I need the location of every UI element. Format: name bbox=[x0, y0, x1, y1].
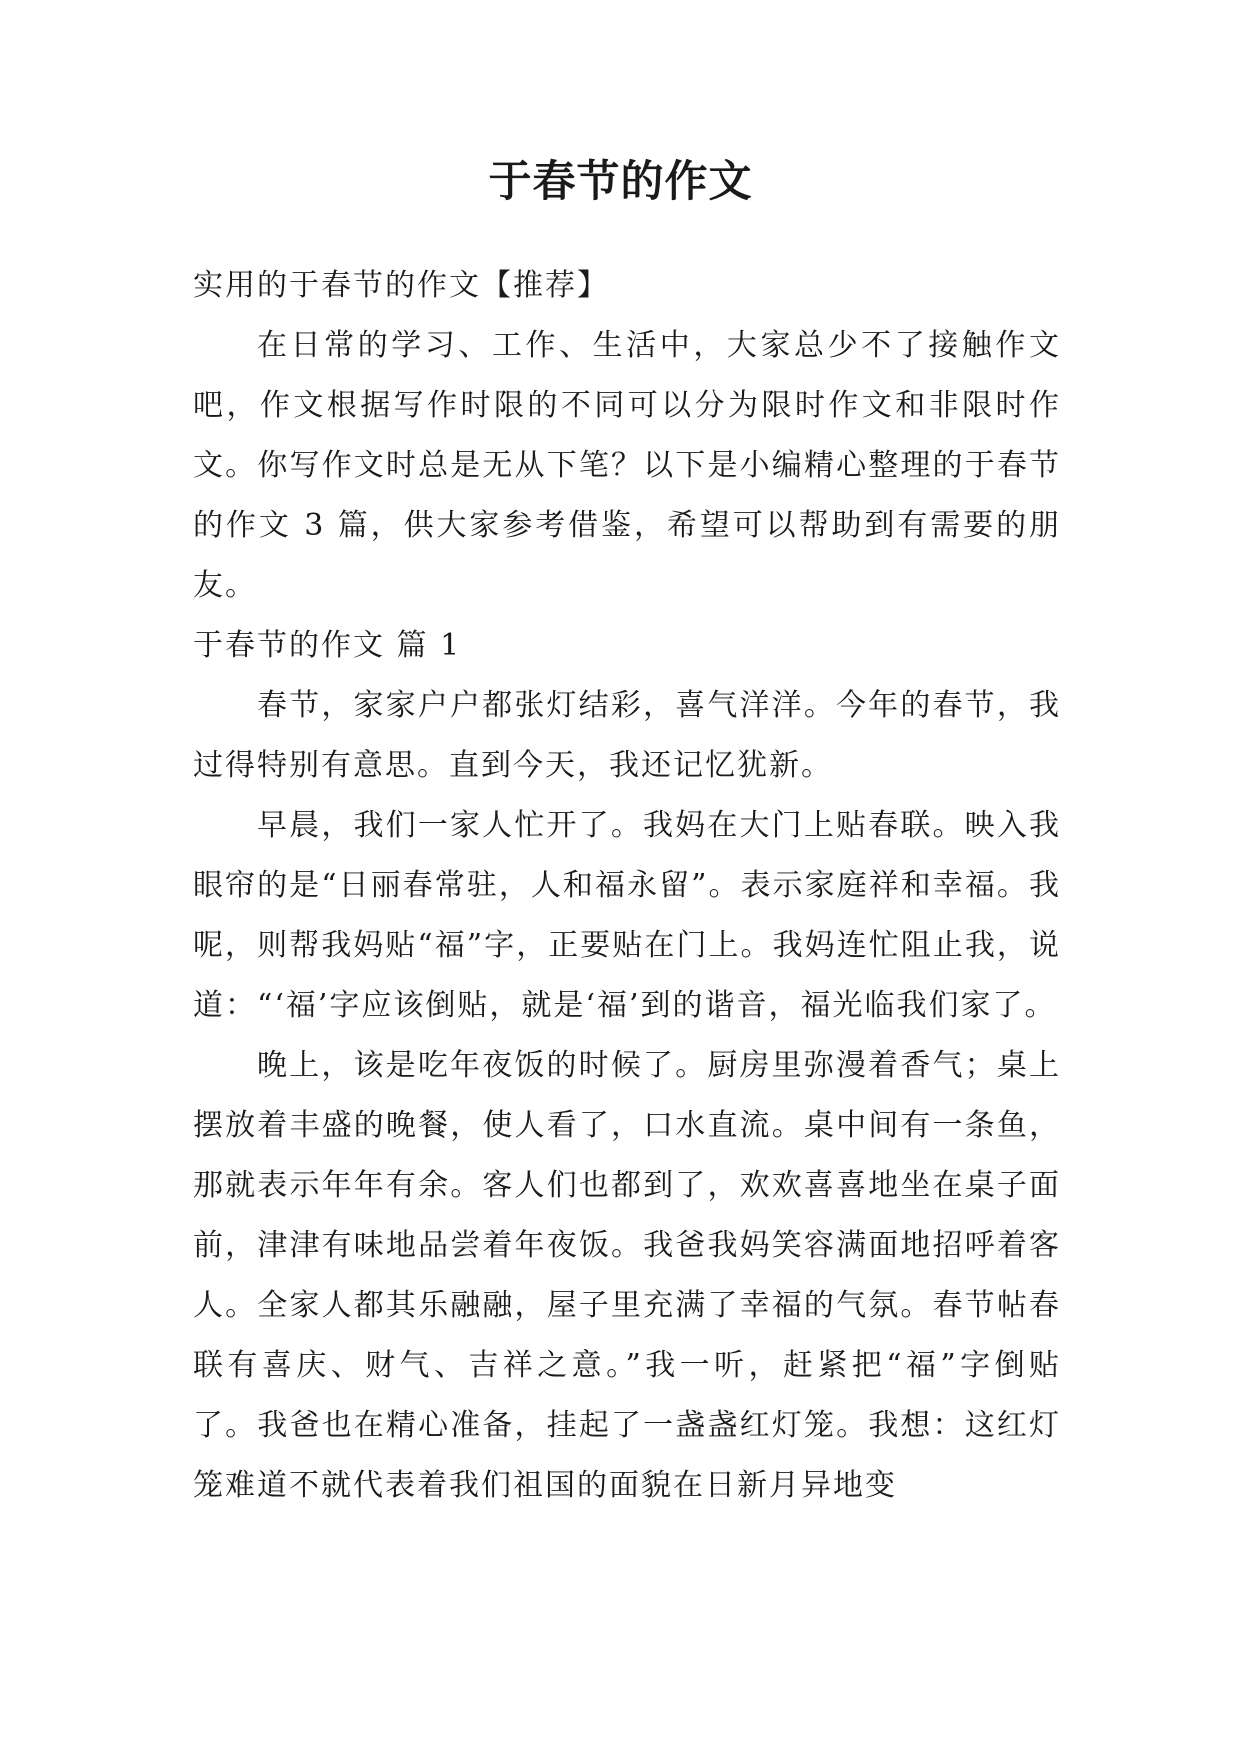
body-paragraph: 晚上，该是吃年夜饭的时候了。厨房里弥漫着香气；桌上摆放着丰盛的晚餐，使人看了，口水直流。桌中间有一条鱼，那就表示年年有余。客人们也都到了，欢欢喜喜地坐在桌子面前，津津有味地品尝着年夜饭。我爸我妈笑容满面地招呼着客人。全家人都其乐融融，屋子里充满了幸福的气氛。春节帖春联有喜庆、财气、吉祥之意。”我一听，赶紧把“福”字倒贴了。我爸也在精心准备，挂起了一盏盏红灯笼。我想：这红灯笼难道不就代表着我们祖国的面貌在日新月异地变 bbox=[193, 1048, 1061, 1503]
section-heading: 于春节的作文 篇 1 bbox=[193, 628, 462, 663]
document-title: 于春节的作文 bbox=[488, 157, 753, 207]
body-paragraph: 早晨，我们一家人忙开了。我妈在大门上贴春联。映入我眼帘的是“日丽春常驻，人和福永留”。表示家庭祥和幸福。我呢，则帮我妈贴“福”字，正要贴在门上。我妈连忙阻止我，说道：“‘福’字应该倒贴，就是‘福’到的谐音，福光临我们家了。 bbox=[193, 808, 1061, 1023]
document-body bbox=[193, 256, 1061, 1516]
document-subtitle: 实用的于春节的作文【推荐】 bbox=[193, 268, 609, 303]
body-paragraph: 春节，家家户户都张灯结彩，喜气洋洋。今年的春节，我过得特别有意思。直到今天，我还记忆犹新。 bbox=[193, 688, 1061, 783]
intro-paragraph: 在日常的学习、工作、生活中，大家总少不了接触作文吧，作文根据写作时限的不同可以分为限时作文和非限时作文。你写作文时总是无从下笔？以下是小编精心整理的于春节的作文 3 篇，供大家参考借鉴，希望可以帮助到有需要的朋友。 bbox=[193, 328, 1061, 603]
